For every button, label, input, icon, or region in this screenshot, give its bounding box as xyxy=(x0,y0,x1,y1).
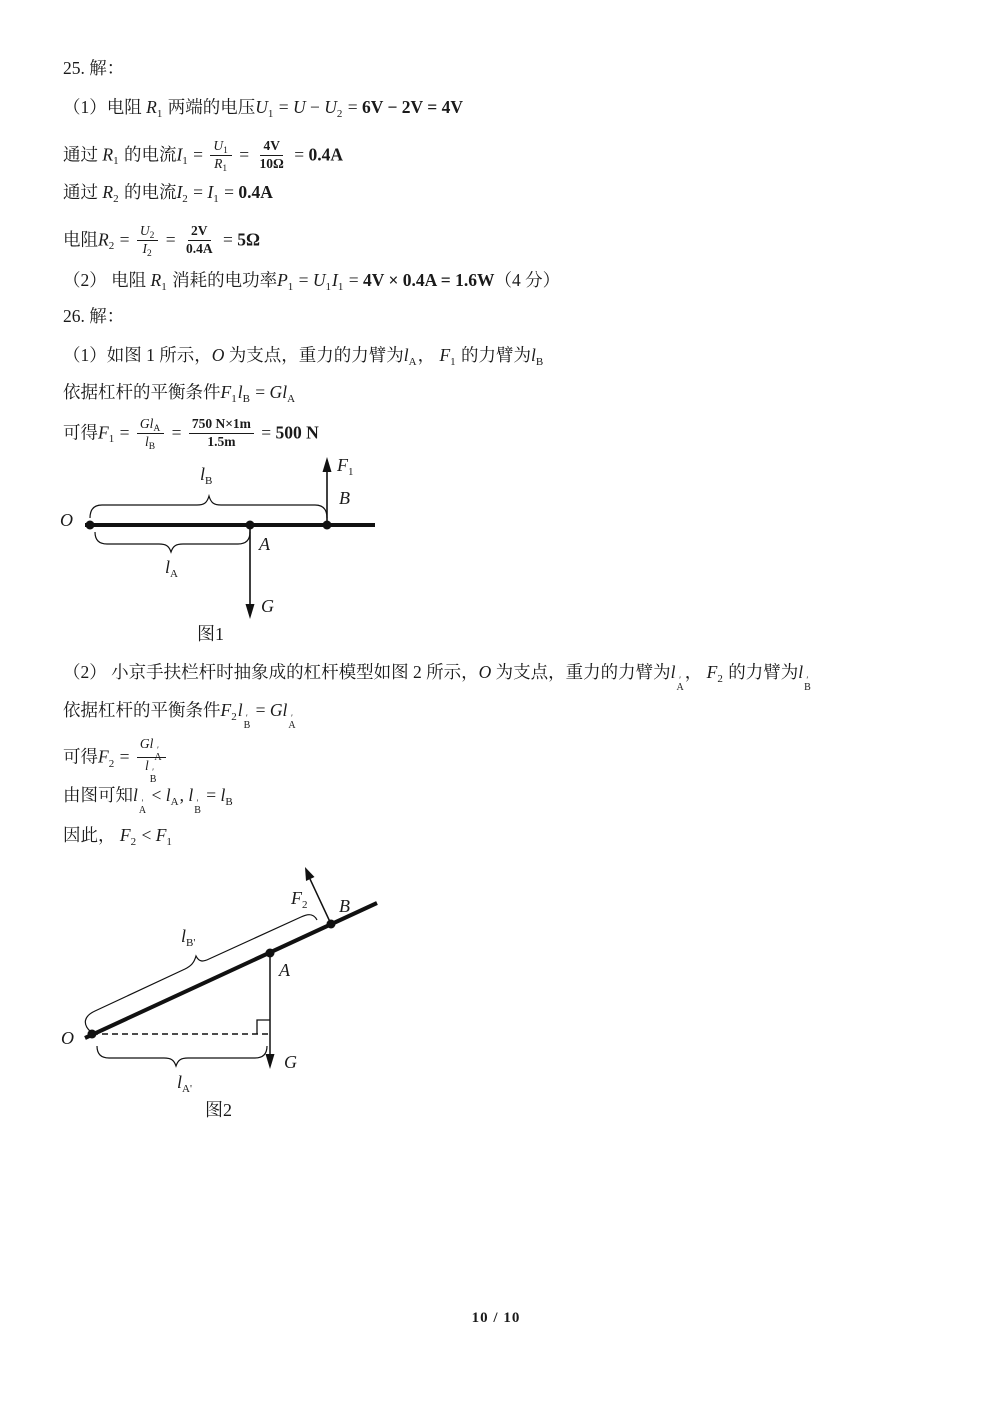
fig2-label-g: G xyxy=(284,1052,297,1072)
fig2-label-lb2: $l_{B'}$ xyxy=(181,926,196,949)
line-25-4: 电阻$R_2$ = $\frac{U_2}{I_2}$ = $\frac{2V}{0.4A}$ = 5Ω xyxy=(63,223,260,259)
heading-25: 25. 解： xyxy=(63,58,125,78)
point-dot-b xyxy=(323,521,332,530)
fig1-caption: 图1 xyxy=(197,624,224,644)
fig2-caption: 图2 xyxy=(205,1100,232,1120)
pivot-dot-o xyxy=(88,1030,97,1039)
force-arrow-f2-shaft xyxy=(310,879,331,924)
line-26-7: 由图可知l ′ A < $l_A$, l ′ B = $l_B$ xyxy=(63,785,233,817)
fig2-label-o: O xyxy=(61,1028,74,1048)
point-dot-a xyxy=(246,521,255,530)
fig1-label-la: $l_A$ xyxy=(165,557,178,580)
line-26-2: 依据杠杆的平衡条件$F_1l_B = Gl_A$ xyxy=(63,382,296,405)
heading-26: 26. 解： xyxy=(63,306,125,326)
figure-1-drawing xyxy=(58,450,403,650)
line-26-6: 可得$F_2$ = Gl ′ A l ′ B xyxy=(63,737,169,780)
line-26-5: 依据杠杆的平衡条件$F_2l$ ′ B = Gl ′ A xyxy=(63,700,296,732)
fig1-label-g: G xyxy=(261,596,274,616)
brace-lb xyxy=(90,496,327,518)
fig1-label-lb: $l_B$ xyxy=(200,464,213,487)
fig1-label-b: B xyxy=(339,488,350,508)
gravity-arrow-g-head xyxy=(246,604,255,619)
brace-la xyxy=(95,532,250,552)
gravity-arrow-g-head xyxy=(266,1054,275,1069)
force-arrow-f1-head xyxy=(323,457,332,472)
line-25-5: （2） 电阻 $R_1$ 消耗的电功率$P_1 = U_1I_1 = 4V \times 0.4A = 1.6W(4$ 分） xyxy=(63,270,561,293)
line-26-1: （1）如图 1 所示，O 为支点，重力的力臂为$l_A$， $F_1$ 的力臂为$l_B$ xyxy=(63,345,544,368)
line-25-1: （1）电阻 $R_1$ 两端的电压$U_1 = U - U_2 = 6V - 2V = 4V$ xyxy=(63,97,463,120)
figure-2-drawing xyxy=(55,856,415,1136)
fig2-label-b: B xyxy=(339,896,350,916)
fig2-label-a: A xyxy=(279,960,290,980)
line-25-2: 通过 $R_1$ 的电流$I_1$ = $\frac{U_1}{R_1}$ = $\frac{4V}{10\Omega}$ = 0.4A xyxy=(63,138,343,174)
pivot-dot-o xyxy=(86,521,95,530)
force-arrow-f2-head xyxy=(305,867,315,881)
fig1-label-a: A xyxy=(259,534,270,554)
fig1-label-f1: $F_1$ xyxy=(337,455,354,478)
line-26-8: 因此， $F_2 < F_1$ xyxy=(63,825,172,848)
line-25-3: 通过 $R_2$ 的电流$I_2 = I_1 = 0.4A$ xyxy=(63,182,273,205)
fig2-label-f2: $F_2$ xyxy=(291,888,308,911)
fig1-label-o: O xyxy=(60,510,73,530)
figure-2 xyxy=(55,856,415,1136)
page-number: 10 / 10 xyxy=(471,1310,521,1326)
line-26-4: （2） 小京手扶栏杆时抽象成的杠杆模型如图 2 所示，O 为支点，重力的力臂为l ′ A ， $F_2$ 的力臂为l ′ B xyxy=(63,662,811,694)
figure-1 xyxy=(58,450,403,650)
line-26-3: 可得$F_1$ = $\frac{Gl_A}{l_B}$ = $\frac{750 N\times 1m}{1.5m}$ = 500 N xyxy=(63,416,319,452)
brace-la-prime xyxy=(97,1046,267,1066)
right-angle-mark xyxy=(257,1020,270,1034)
fig2-label-la2: $l_{A'}$ xyxy=(177,1072,192,1095)
point-dot-a xyxy=(266,949,275,958)
